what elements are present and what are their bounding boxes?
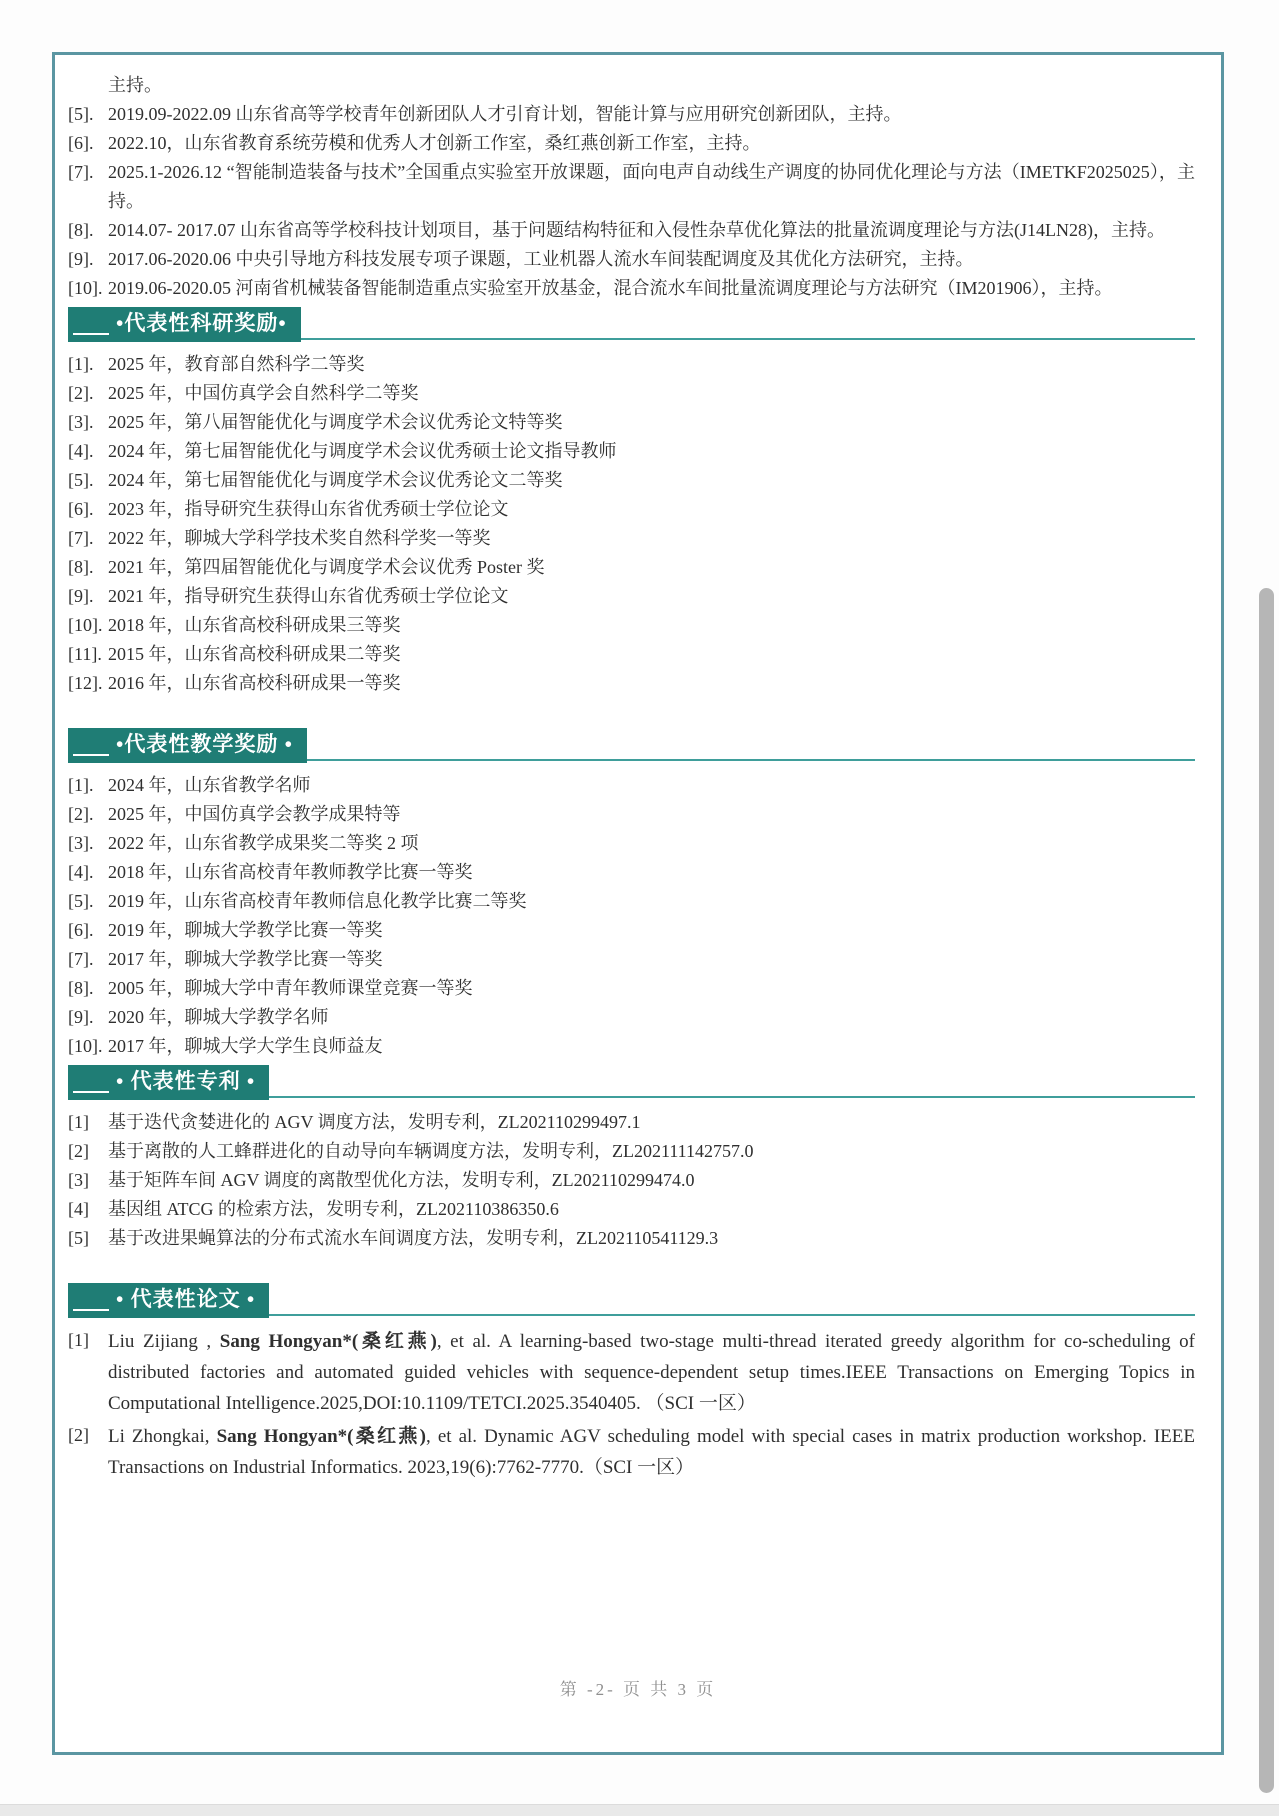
item-text: 2017 年，聊城大学大学生良师益友 [108, 1036, 383, 1056]
item-text: 2023 年，指导研究生获得山东省优秀硕士学位论文 [108, 499, 509, 519]
research-award-item [68, 379, 1195, 408]
research-award-item [68, 466, 1195, 495]
item-marker: [7]. [68, 528, 94, 548]
author-highlight: Sang Hongyan*(桑红燕) [219, 1331, 437, 1352]
research-award-item [68, 437, 1195, 466]
research-award-item [68, 408, 1195, 437]
section-header-patents [68, 1065, 1195, 1100]
item-text: 2016 年，山东省高校科研成果一等奖 [108, 673, 401, 693]
item-text: 2017 年，聊城大学教学比赛一等奖 [108, 949, 383, 969]
section-title-patents [68, 1065, 269, 1100]
item-marker: [9]. [68, 249, 94, 269]
item-marker: [10]. [68, 615, 103, 635]
item-text: 2019.06-2020.05 河南省机械装备智能制造重点实验室开放基金，混合流水车间批量流调度理论与方法研究（IM201906），主持。 [108, 278, 1113, 298]
research-award-item [68, 640, 1195, 669]
item-text: 2025.1-2026.12 “智能制造装备与技术”全国重点实验室开放课题，面向电声自动线生产调度的协同优化理论与方法（IMETKF2025025），主持。 [108, 162, 1195, 211]
header-rule-line [301, 338, 1195, 340]
text-segment: Liu Zijiang , [108, 1331, 220, 1352]
text-segment: Li Zhongkai, [108, 1426, 217, 1447]
item-text: 2021 年，第四届智能优化与调度学术会议优秀 Poster 奖 [108, 557, 545, 577]
item-text: 2024 年，第七届智能优化与调度学术会议优秀硕士论文指导教师 [108, 441, 617, 461]
item-marker: [6]. [68, 499, 94, 519]
item-text [108, 1326, 1195, 1419]
item-marker: [1]. [68, 354, 94, 374]
item-text: 2014.07- 2017.07 山东省高等学校科技计划项目，基于问题结构特征和入侵性杂草优化算法的批量流调度理论与方法(J14LN28)，主持。 [108, 220, 1165, 240]
research-awards-list [68, 350, 1195, 698]
item-marker: [7]. [68, 949, 94, 969]
teaching-award-item [68, 887, 1195, 916]
research-award-item [68, 553, 1195, 582]
project-item [68, 129, 1195, 158]
item-text: 2022 年，山东省教学成果奖二等奖 2 项 [108, 833, 419, 853]
patent-item [68, 1224, 1195, 1253]
teaching-award-item [68, 771, 1195, 800]
bottom-edge-strip [0, 1804, 1279, 1816]
page-frame [52, 52, 1224, 1755]
item-marker: [4]. [68, 862, 94, 882]
research-award-item [68, 611, 1195, 640]
section-title-text: •代表性教学奖励 • [116, 732, 293, 756]
item-text: 基因组 ATCG 的检索方法，发明专利，ZL202110386350.6 [108, 1199, 559, 1219]
projects-list [68, 100, 1195, 303]
item-text: 2025 年，教育部自然科学二等奖 [108, 354, 365, 374]
teaching-award-item [68, 800, 1195, 829]
page-content [55, 55, 1221, 1483]
header-underline-decoration [73, 754, 109, 756]
item-text: 2005 年，聊城大学中青年教师课堂竞赛一等奖 [108, 978, 473, 998]
project-item [68, 245, 1195, 274]
section-title-papers [68, 1283, 269, 1318]
item-text: 2021 年，指导研究生获得山东省优秀硕士学位论文 [108, 586, 509, 606]
item-text: 2018 年，山东省高校青年教师教学比赛一等奖 [108, 862, 473, 882]
item-marker: [2]. [68, 383, 94, 403]
author-highlight: Sang Hongyan*(桑红燕) [216, 1426, 427, 1447]
item-marker: [12]. [68, 673, 103, 693]
project-item [68, 274, 1195, 303]
teaching-award-item [68, 916, 1195, 945]
item-marker: [5]. [68, 891, 94, 911]
item-marker: [9]. [68, 1007, 94, 1027]
item-marker: [7]. [68, 162, 94, 182]
item-marker: [4] [68, 1199, 89, 1219]
item-text: 2019 年，山东省高校青年教师信息化教学比赛二等奖 [108, 891, 527, 911]
item-marker: [8]. [68, 978, 94, 998]
item-text: 基于改进果蝇算法的分布式流水车间调度方法，发明专利，ZL202110541129.3 [108, 1228, 719, 1248]
research-award-item [68, 582, 1195, 611]
patent-item [68, 1166, 1195, 1195]
item-marker: [9]. [68, 586, 94, 606]
research-award-item [68, 524, 1195, 553]
research-award-item [68, 350, 1195, 379]
section-header-papers [68, 1283, 1195, 1318]
section-title-text: • 代表性专利 • [116, 1069, 256, 1093]
header-underline-decoration [73, 1309, 109, 1311]
teaching-award-item [68, 945, 1195, 974]
continuation-line: 主持。 [108, 75, 162, 95]
page-number-footer: 第 -2- 页 共 3 页 [559, 1680, 717, 1699]
patent-item [68, 1137, 1195, 1166]
patents-list [68, 1108, 1195, 1253]
teaching-award-item [68, 829, 1195, 858]
research-award-item [68, 495, 1195, 524]
item-marker: [3] [68, 1170, 89, 1190]
patent-item [68, 1195, 1195, 1224]
item-text: 2025 年，第八届智能优化与调度学术会议优秀论文特等奖 [108, 412, 563, 432]
item-text: 2018 年，山东省高校科研成果三等奖 [108, 615, 401, 635]
header-rule-line [307, 759, 1195, 761]
item-text: 2022.10，山东省教育系统劳模和优秀人才创新工作室，桑红燕创新工作室，主持。 [108, 133, 761, 153]
scrollbar-thumb[interactable] [1259, 588, 1274, 1793]
text-segment: , et al. A learning-based two-stage multi-thread iterated greedy algorithm for co-scheduling of distributed factories and automated guided vehicles with sequence-dependent setup times.IEEE Transactions on Emerging Topics in Computational Intelligence.2025,DOI:10.1109/TETCI.2025.3540405. （SCI 一区） [108, 1331, 1196, 1414]
item-text: 2022 年，聊城大学科学技术奖自然科学奖一等奖 [108, 528, 491, 548]
item-text [108, 1421, 1195, 1483]
project-item [68, 158, 1195, 216]
item-marker: [5]. [68, 470, 94, 490]
header-rule-line [269, 1314, 1195, 1316]
header-underline-decoration [73, 333, 109, 335]
project-item [68, 100, 1195, 129]
item-text: 2025 年，中国仿真学会教学成果特等 [108, 804, 401, 824]
section-header-teaching-awards [68, 728, 1195, 763]
text-segment: , et al. Dynamic AGV scheduling model with special cases in matrix production workshop. IEEE Transactions on Industrial Informatics. 2023,19(6):7762-7770.（SCI 一区） [108, 1426, 1196, 1478]
item-marker: [10]. [68, 278, 103, 298]
teaching-award-item [68, 974, 1195, 1003]
item-marker: [1]. [68, 775, 94, 795]
section-title-text: • 代表性论文 • [116, 1287, 256, 1311]
item-marker: [8]. [68, 220, 94, 240]
item-marker: [11]. [68, 644, 102, 664]
item-text: 基于离散的人工蜂群进化的自动导向车辆调度方法，发明专利，ZL202111142757.0 [108, 1141, 754, 1161]
papers-list [68, 1326, 1195, 1483]
item-marker: [6]. [68, 133, 94, 153]
header-underline-decoration [73, 1091, 109, 1093]
paper-item [68, 1421, 1195, 1483]
item-marker: [8]. [68, 557, 94, 577]
section-title-research-awards [68, 307, 301, 342]
item-text: 2024 年，山东省教学名师 [108, 775, 311, 795]
item-marker: [4]. [68, 441, 94, 461]
teaching-award-item [68, 858, 1195, 887]
item-marker: [5]. [68, 104, 94, 124]
teaching-award-item [68, 1003, 1195, 1032]
project-item [68, 216, 1195, 245]
item-marker: [3]. [68, 412, 94, 432]
item-marker: [2] [68, 1425, 89, 1445]
item-text: 2024 年，第七届智能优化与调度学术会议优秀论文二等奖 [108, 470, 563, 490]
item-marker: [2]. [68, 804, 94, 824]
item-marker: [10]. [68, 1036, 103, 1056]
item-text: 2019 年，聊城大学教学比赛一等奖 [108, 920, 383, 940]
item-text: 基于迭代贪婪进化的 AGV 调度方法，发明专利，ZL202110299497.1 [108, 1112, 641, 1132]
section-header-research-awards [68, 307, 1195, 342]
item-marker: [2] [68, 1141, 89, 1161]
item-text: 基于矩阵车间 AGV 调度的离散型优化方法，发明专利，ZL202110299474.0 [108, 1170, 695, 1190]
teaching-awards-list [68, 771, 1195, 1061]
item-marker: [1] [68, 1330, 89, 1350]
research-award-item [68, 669, 1195, 698]
item-text: 2025 年，中国仿真学会自然科学二等奖 [108, 383, 419, 403]
item-text: 2017.06-2020.06 中央引导地方科技发展专项子课题，工业机器人流水车间装配调度及其优化方法研究，主持。 [108, 249, 974, 269]
item-marker: [6]. [68, 920, 94, 940]
item-text: 2020 年，聊城大学教学名师 [108, 1007, 329, 1027]
header-rule-line [269, 1096, 1195, 1098]
section-title-text: •代表性科研奖励• [116, 311, 287, 335]
item-marker: [5] [68, 1228, 89, 1248]
item-marker: [3]. [68, 833, 94, 853]
item-marker: [1] [68, 1112, 89, 1132]
item-text: 2015 年，山东省高校科研成果二等奖 [108, 644, 401, 664]
section-title-teaching-awards [68, 728, 307, 763]
patent-item [68, 1108, 1195, 1137]
item-text: 2019.09-2022.09 山东省高等学校青年创新团队人才引育计划，智能计算与应用研究创新团队，主持。 [108, 104, 902, 124]
teaching-award-item [68, 1032, 1195, 1061]
paper-item [68, 1326, 1195, 1419]
